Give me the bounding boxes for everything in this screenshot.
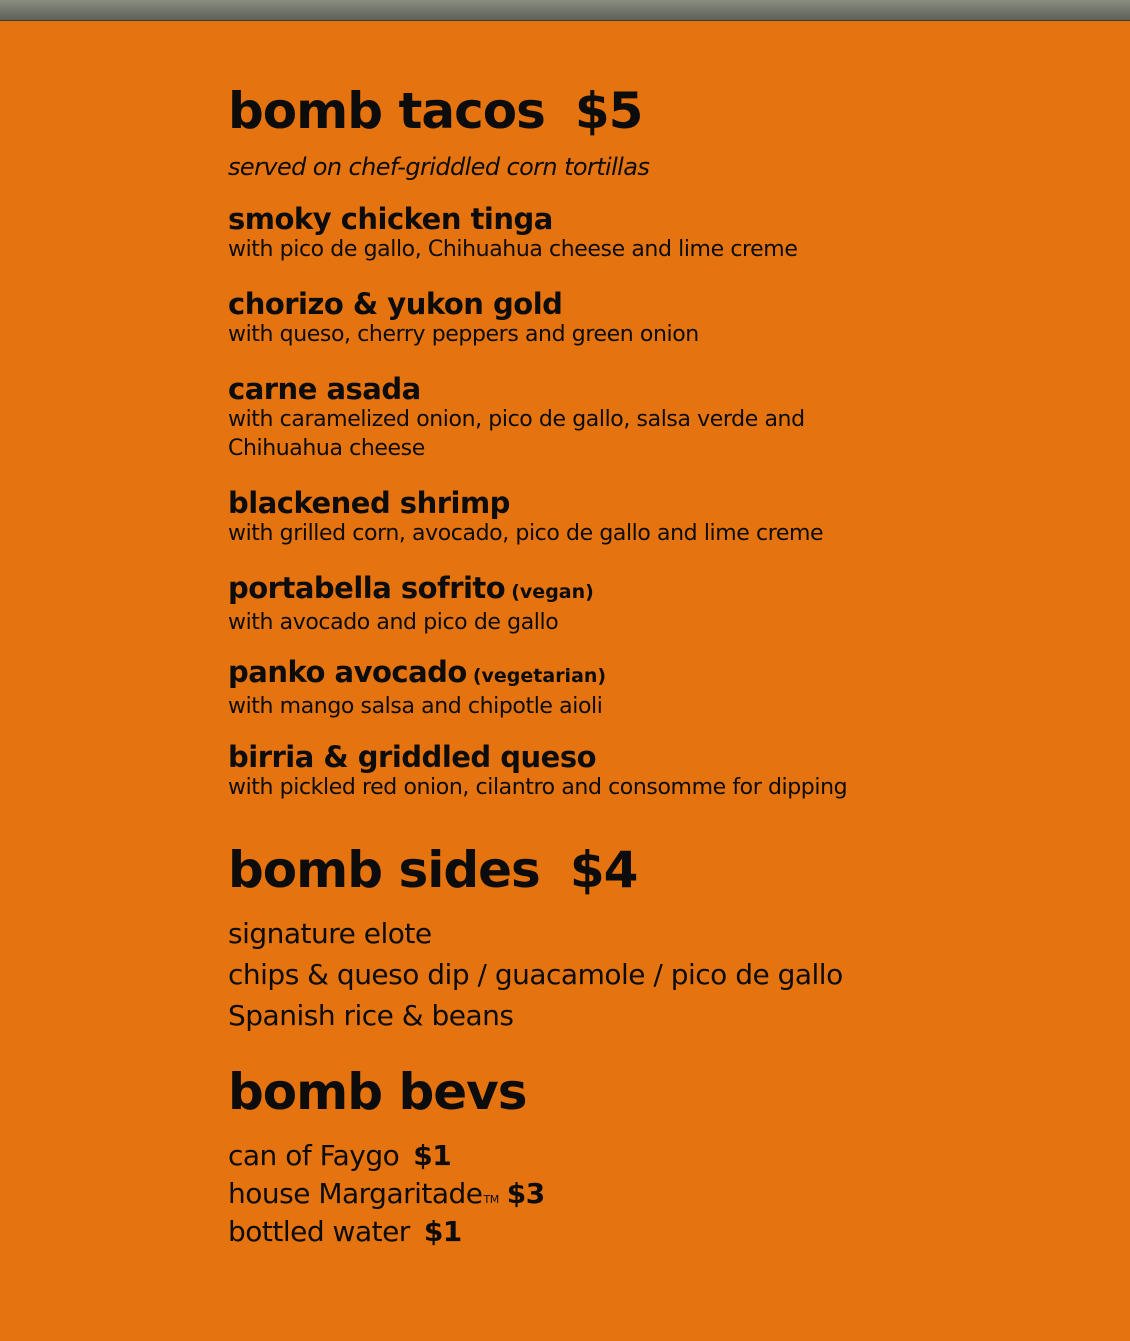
item-name-text: smoky chicken tinga [228, 202, 553, 236]
menu-item [228, 572, 1088, 637]
bevs-title: bomb bevs [228, 1063, 527, 1121]
bev-item [228, 1178, 545, 1216]
side-item: Spanish rice & beans [228, 999, 514, 1032]
item-name [228, 288, 1088, 320]
dietary-tag: (vegan) [511, 581, 594, 603]
bev-name: bottled water [228, 1215, 410, 1248]
side-item: chips & queso dip / guacamole / pico de gallo [228, 958, 843, 991]
item-name [228, 572, 1088, 608]
item-name-text: panko avocado [228, 655, 467, 689]
menu-item [228, 203, 1088, 264]
bev-price: $3 [506, 1177, 545, 1210]
item-name-text: carne asada [228, 372, 421, 406]
menu-item [228, 288, 1088, 349]
item-description: with queso, cherry peppers and green onion [228, 322, 699, 347]
bev-price: $1 [413, 1139, 452, 1172]
sides-title: bomb sides [228, 841, 540, 899]
item-name-text: chorizo & yukon gold [228, 287, 563, 321]
menu-item [228, 373, 1088, 463]
dietary-tag: (vegetarian) [472, 665, 607, 687]
item-name [228, 203, 1088, 235]
item-description: with grilled corn, avocado, pico de gallo and lime creme [228, 521, 824, 546]
menu-item [228, 487, 1088, 548]
side-item: signature elote [228, 917, 432, 950]
bev-item [228, 1216, 462, 1248]
trademark-mark: TM [483, 1193, 499, 1206]
item-name [228, 373, 1088, 405]
menu-item [228, 741, 1088, 802]
item-name-text: blackened shrimp [228, 486, 510, 520]
bev-item [228, 1140, 451, 1172]
item-description: with pickled red onion, cilantro and consomme for dipping [228, 775, 848, 800]
bev-price: $1 [423, 1215, 462, 1248]
tacos-price: $5 [574, 82, 643, 140]
bevs-section-title [228, 1063, 527, 1121]
tacos-title: bomb tacos [228, 82, 545, 140]
tacos-subtitle: served on chef-griddled corn tortillas [228, 153, 650, 181]
bev-name: house Margaritade [228, 1177, 483, 1210]
item-name [228, 741, 1088, 773]
sides-section-title [228, 841, 638, 899]
menu-item [228, 656, 1088, 721]
item-description: with pico de gallo, Chihuahua cheese and lime creme [228, 237, 798, 262]
sides-price: $4 [569, 841, 638, 899]
top-border-strip [0, 0, 1130, 21]
tacos-section-title [228, 82, 643, 140]
item-name [228, 487, 1088, 519]
item-description: with avocado and pico de gallo [228, 610, 559, 635]
item-description: with mango salsa and chipotle aioli [228, 694, 603, 719]
item-name [228, 656, 1088, 692]
item-name-text: birria & griddled queso [228, 740, 597, 774]
bev-name: can of Faygo [228, 1139, 400, 1172]
item-name-text: portabella sofrito [228, 571, 506, 605]
item-description: with caramelized onion, pico de gallo, salsa verde and Chihuahua cheese [228, 407, 805, 461]
